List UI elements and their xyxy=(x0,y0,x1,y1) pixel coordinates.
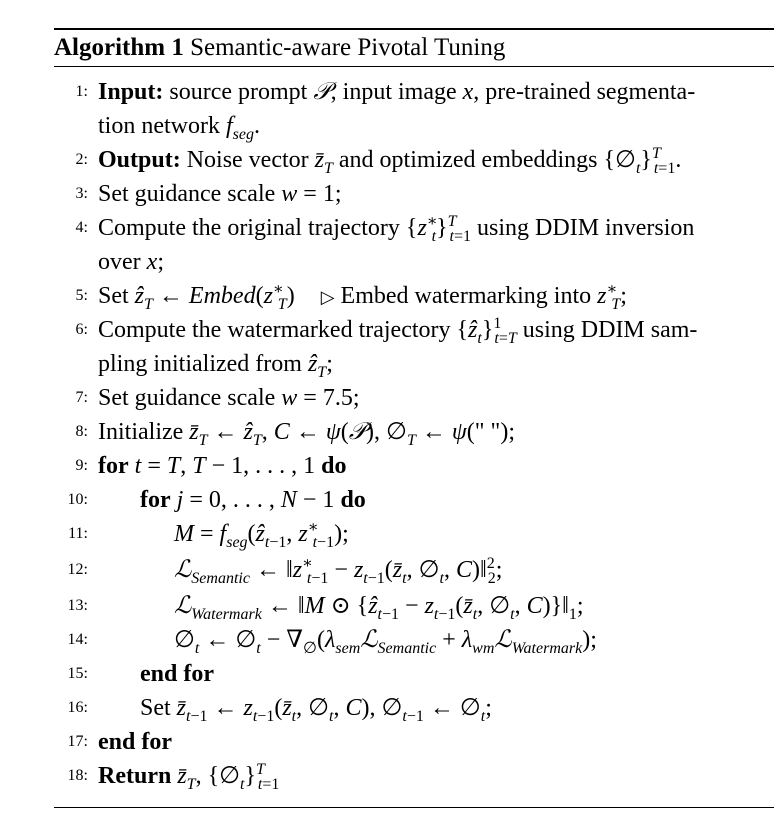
algo-line-1 xyxy=(54,75,774,143)
algo-line-2 xyxy=(54,143,774,177)
keyword: do xyxy=(321,453,347,479)
keyword: Return xyxy=(98,763,172,789)
line-text: Compute the watermarked trajectory {ẑ$_t$}$^1_{t=T}$ using DDIM sam- pling initialized from ẑ$_T$; xyxy=(98,315,698,381)
line-text: for t = T, T − 1, . . . , 1 do xyxy=(98,453,347,479)
algo-line-4 xyxy=(54,211,774,279)
line-number: 14: xyxy=(67,631,88,648)
line-number: 12: xyxy=(67,561,88,578)
algorithm-title: Semantic-aware Pivotal Tuning xyxy=(190,34,506,61)
keyword: for xyxy=(98,453,129,479)
keyword: do xyxy=(340,487,366,513)
line-number: 10: xyxy=(67,491,88,508)
line-text: ℒ$_{Watermark}$ ← ‖M ⊙ {ẑ$_{t-1}$ − $z_{t-1}(z̄_t$, $\emptyset_t$, $C)\}‖_1$; xyxy=(174,593,584,623)
line-text: Set $z̄_{t-1}$ ← $z_{t-1}(z̄_t$, $\emptyset_t$, C), $\emptyset_{t-1}$ ← $\emptyset_t$; xyxy=(140,695,492,725)
algo-line-15 xyxy=(54,657,774,691)
line-number: 3: xyxy=(75,185,88,202)
line-text: Compute the original trajectory $\{z^∗_t\}^T_{t=1}$ using DDIM inversion over x; xyxy=(98,213,695,275)
algo-line-8 xyxy=(54,415,774,449)
algo-line-10 xyxy=(54,483,774,517)
algo-line-17 xyxy=(54,725,774,759)
line-number: 7: xyxy=(75,389,88,406)
line-number: 5: xyxy=(75,287,88,304)
line-number: 4: xyxy=(75,219,88,236)
line-number: 16: xyxy=(67,699,88,716)
keyword: Output: xyxy=(98,147,181,173)
comment-triangle-icon: ▷ xyxy=(320,287,335,307)
line-text: $M = f_{seg}(ẑ_{t-1}$, $z^∗_{t-1}$); xyxy=(174,519,349,551)
line-text: $\emptyset_t$ ← $\emptyset_t$ − $\nabla_\emptyset(\lambda_{sem}ℒ_{Semantic}$ + $\lambda_{wm}ℒ_{Watermark}$); xyxy=(174,627,597,657)
line-number: 17: xyxy=(67,733,88,750)
keyword: end for xyxy=(98,729,172,755)
algorithm-block xyxy=(54,28,774,808)
algorithm-body xyxy=(54,67,774,793)
algo-line-12 xyxy=(54,553,774,589)
line-number: 11: xyxy=(68,525,88,542)
line-number: 18: xyxy=(67,767,88,784)
keyword: end for xyxy=(140,661,214,687)
algo-line-7 xyxy=(54,381,774,415)
algo-line-5 xyxy=(54,279,774,313)
line-number: 1: xyxy=(75,83,88,100)
algo-line-13 xyxy=(54,589,774,623)
algorithm-label: Algorithm 1 xyxy=(54,34,184,61)
line-text: Input: source prompt 𝒫, input image x, pre-trained segmenta- tion network $f_{seg}$. xyxy=(98,79,696,143)
line-number: 6: xyxy=(75,321,88,338)
algo-line-9 xyxy=(54,449,774,483)
keyword: for xyxy=(140,487,171,513)
algorithm-header xyxy=(54,30,774,66)
algo-line-11 xyxy=(54,517,774,553)
line-number: 13: xyxy=(67,597,88,614)
line-text: Return $z̄_T$, $\{\emptyset_t\}^T_{t=1}$ xyxy=(98,761,280,793)
algo-line-3 xyxy=(54,177,774,211)
line-text: Set ẑ$_T$ ← $Embed(z^∗_T)$ ▷ Embed watermarking into $z^∗_T$; xyxy=(98,281,627,313)
line-text: Set guidance scale w = 1; xyxy=(98,181,342,207)
line-text: Output: Noise vector $z̄_T$ and optimized embeddings $\{\emptyset_t\}^T_{t=1}$. xyxy=(98,145,682,177)
line-number: 9: xyxy=(75,457,88,474)
line-text: Set guidance scale w = 7.5; xyxy=(98,385,360,411)
line-number: 2: xyxy=(75,151,88,168)
line-number: 8: xyxy=(75,423,88,440)
algo-line-14 xyxy=(54,623,774,657)
line-text: for j = 0, . . . , N − 1 do xyxy=(140,487,366,513)
algo-line-6 xyxy=(54,313,774,381)
line-text: Initialize $z̄_T$ ← ẑ$_T$, C ← ψ(𝒫), $\emptyset_T$ ← ψ(" "); xyxy=(98,419,515,449)
algo-line-18 xyxy=(54,759,774,793)
line-text: ℒ$_{Semantic}$ ← $‖z^∗_{t-1}$ − $z_{t-1}(z̄_t$, $\emptyset_t$, C)‖$^2_2$; xyxy=(174,555,503,587)
bottom-rule xyxy=(54,807,774,808)
line-number: 15: xyxy=(67,665,88,682)
algo-line-16 xyxy=(54,691,774,725)
keyword: Input: xyxy=(98,79,164,105)
